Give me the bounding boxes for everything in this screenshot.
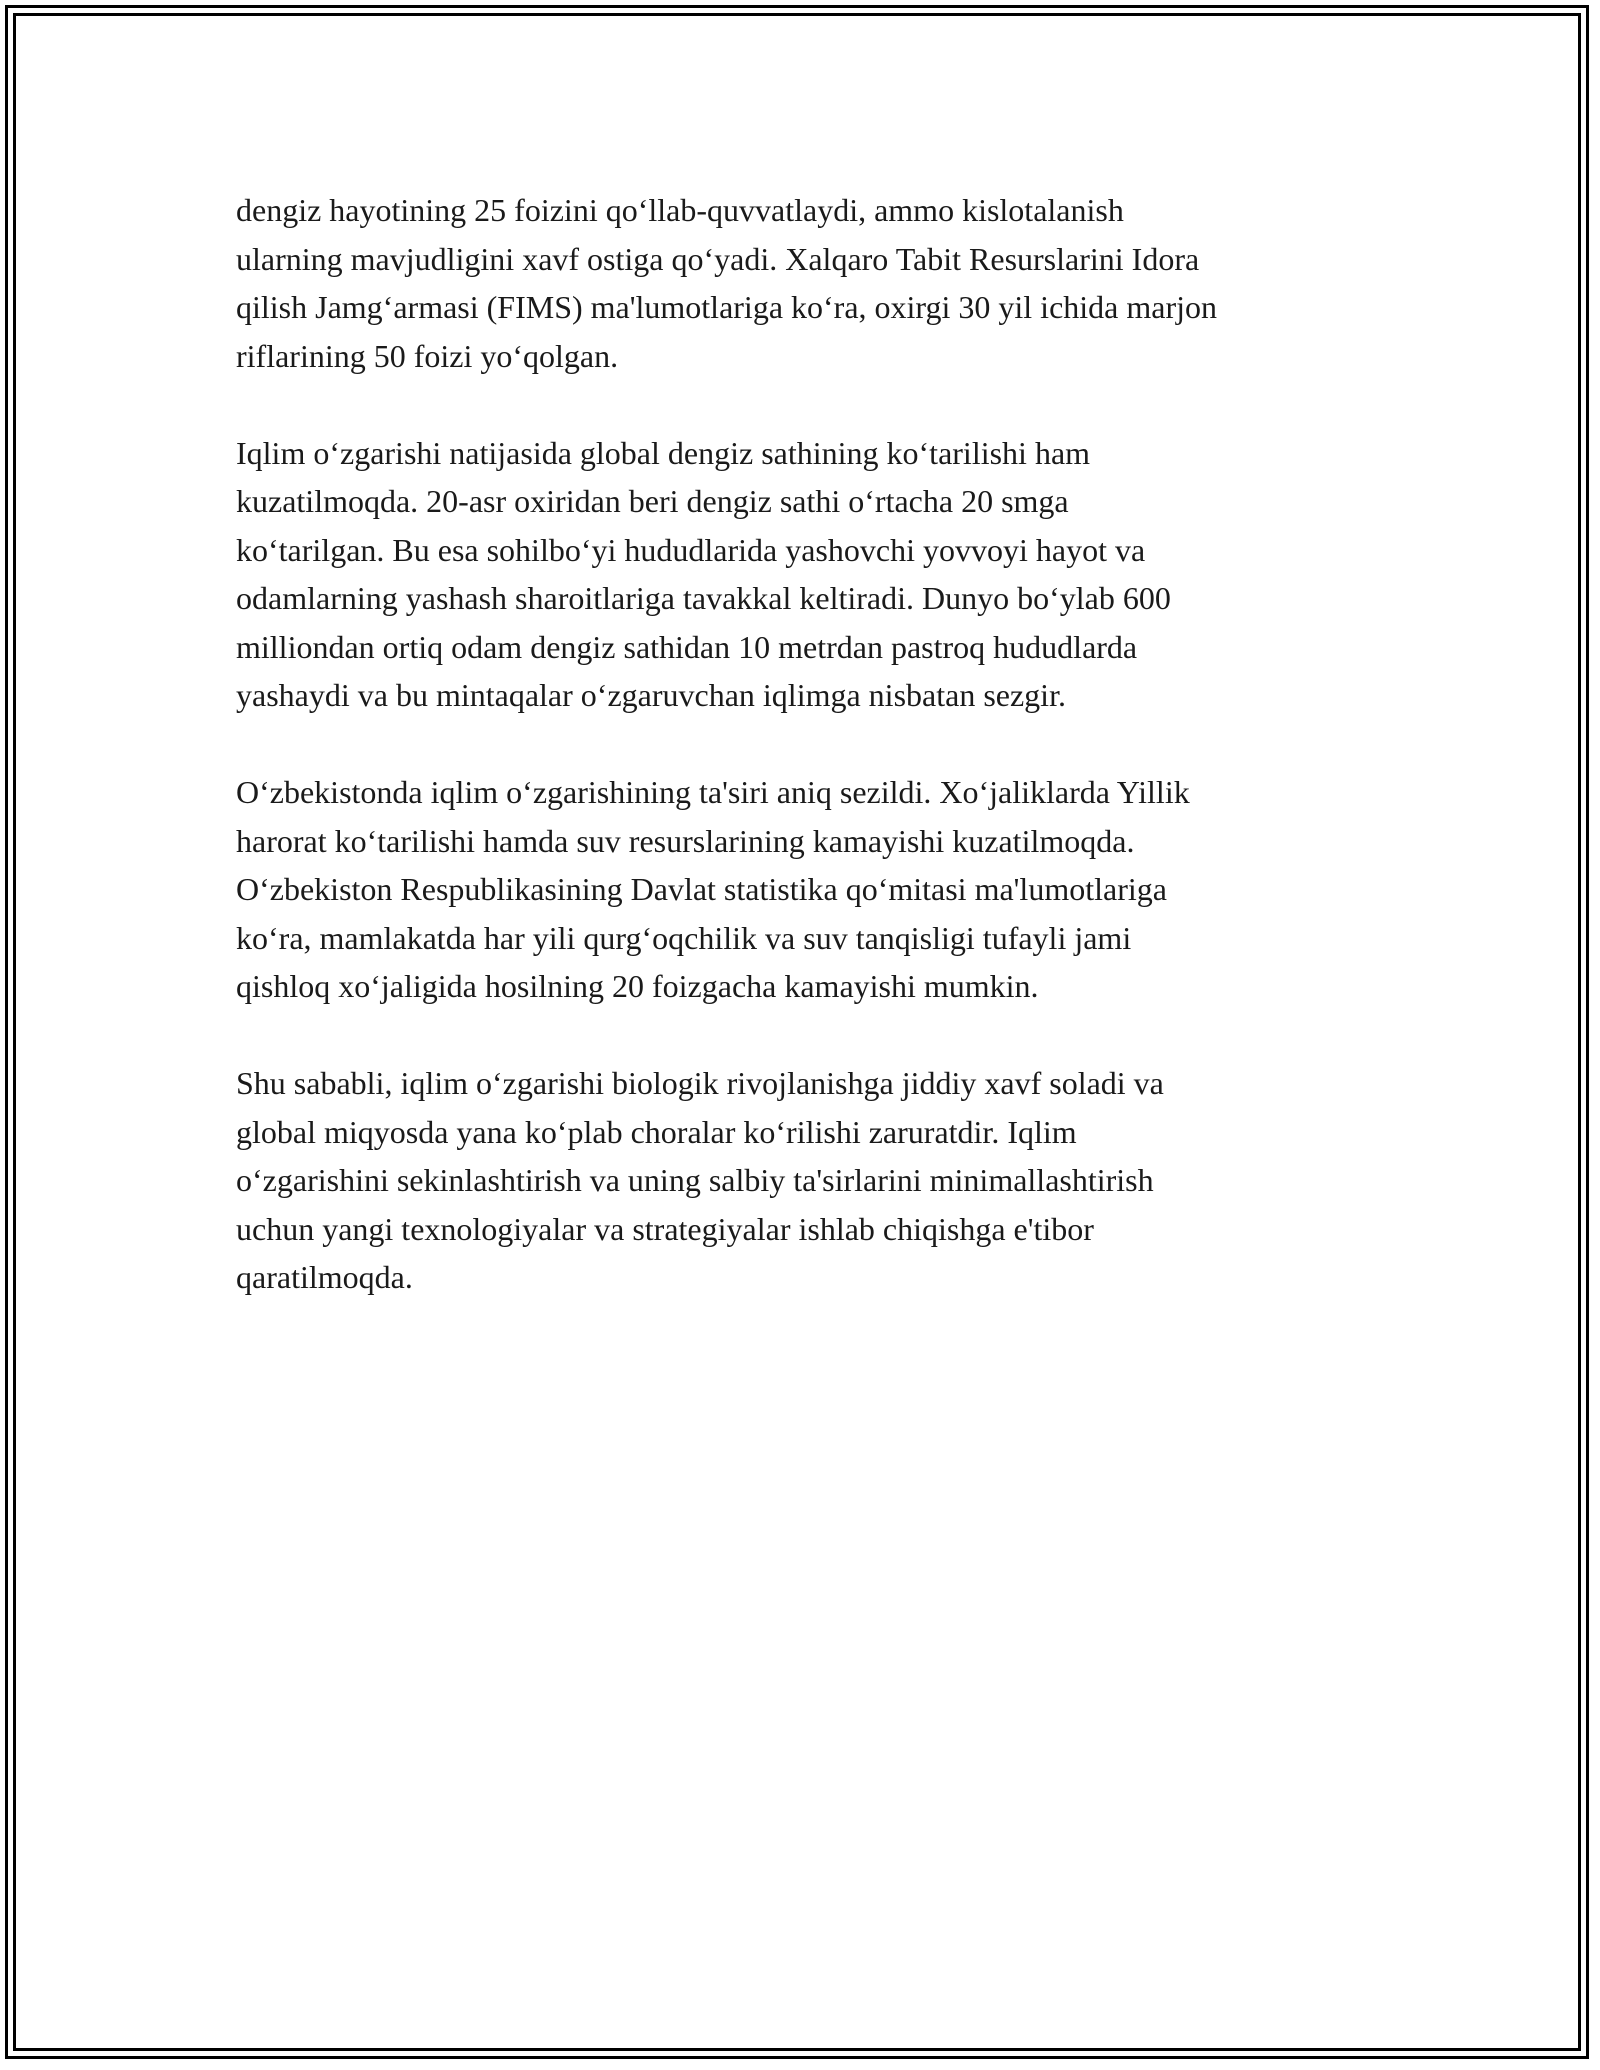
paragraph-2	[236, 429, 1386, 720]
paragraph-line: Shu sababli, iqlim o‘zgarishi biologik rivojlanishga jiddiy xavf soladi va	[236, 1065, 1164, 1101]
paragraph-1	[236, 186, 1386, 380]
document-body	[236, 186, 1386, 1350]
paragraph-line: yashaydi va bu mintaqalar o‘zgaruvchan iqlimga nisbatan sezgir.	[236, 677, 1066, 713]
paragraph-line: dengiz hayotining 25 foizini qo‘llab-quvvatlaydi, ammo kislotalanish	[236, 192, 1124, 228]
paragraph-line: qilish Jamg‘armasi (FIMS) ma'lumotlariga ko‘ra, oxirgi 30 yil ichida marjon	[236, 289, 1217, 325]
paragraph-line: kuzatilmoqda. 20-asr oxiridan beri dengiz sathi o‘rtacha 20 smga	[236, 483, 1069, 519]
paragraph-line: odamlarning yashash sharoitlariga tavakkal keltiradi. Dunyo bo‘ylab 600	[236, 580, 1171, 616]
paragraph-line: global miqyosda yana ko‘plab choralar ko‘rilishi zaruratdir. Iqlim	[236, 1113, 1077, 1150]
paragraph-3	[236, 768, 1386, 1011]
paragraph-line: ko‘ra, mamlakatda har yili qurg‘oqchilik va suv tanqisligi tufayli jami	[236, 919, 1132, 956]
paragraph-line: qaratilmoqda.	[236, 1259, 413, 1295]
paragraph-line: o‘zgarishini sekinlashtirish va uning salbiy ta'sirlarini minimallashtirish	[236, 1162, 1154, 1198]
paragraph-line: uchun yangi texnologiyalar va strategiyalar ishlab chiqishga e'tibor	[236, 1210, 1094, 1247]
paragraph-line: O‘zbekiston Respublikasining Davlat statistika qo‘mitasi ma'lumotlariga	[236, 871, 1167, 907]
paragraph-line: milliondan ortiq odam dengiz sathidan 10 metrdan pastroq hududlarda	[236, 628, 1138, 665]
paragraph-line: O‘zbekistonda iqlim o‘zgarishining ta'siri aniq sezildi. Xo‘jaliklarda Yillik	[236, 774, 1190, 810]
paragraph-line: ko‘tarilgan. Bu esa sohilbo‘yi hududlarida yashovchi yovvoyi hayot va	[236, 531, 1146, 568]
paragraph-line: Iqlim o‘zgarishi natijasida global dengiz sathining ko‘tarilishi ham	[236, 434, 1091, 471]
paragraph-line: qishloq xo‘jaligida hosilning 20 foizgacha kamayishi mumkin.	[236, 968, 1039, 1004]
paragraph-line: riflarining 50 foizi yo‘qolgan.	[236, 337, 619, 374]
paragraph-line: harorat ko‘tarilishi hamda suv resurslarining kamayishi kuzatilmoqda.	[236, 822, 1135, 859]
paragraph-4	[236, 1059, 1386, 1302]
paragraph-line: ularning mavjudligini xavf ostiga qo‘yadi. Xalqaro Tabit Resurslarini Idora	[236, 240, 1200, 277]
